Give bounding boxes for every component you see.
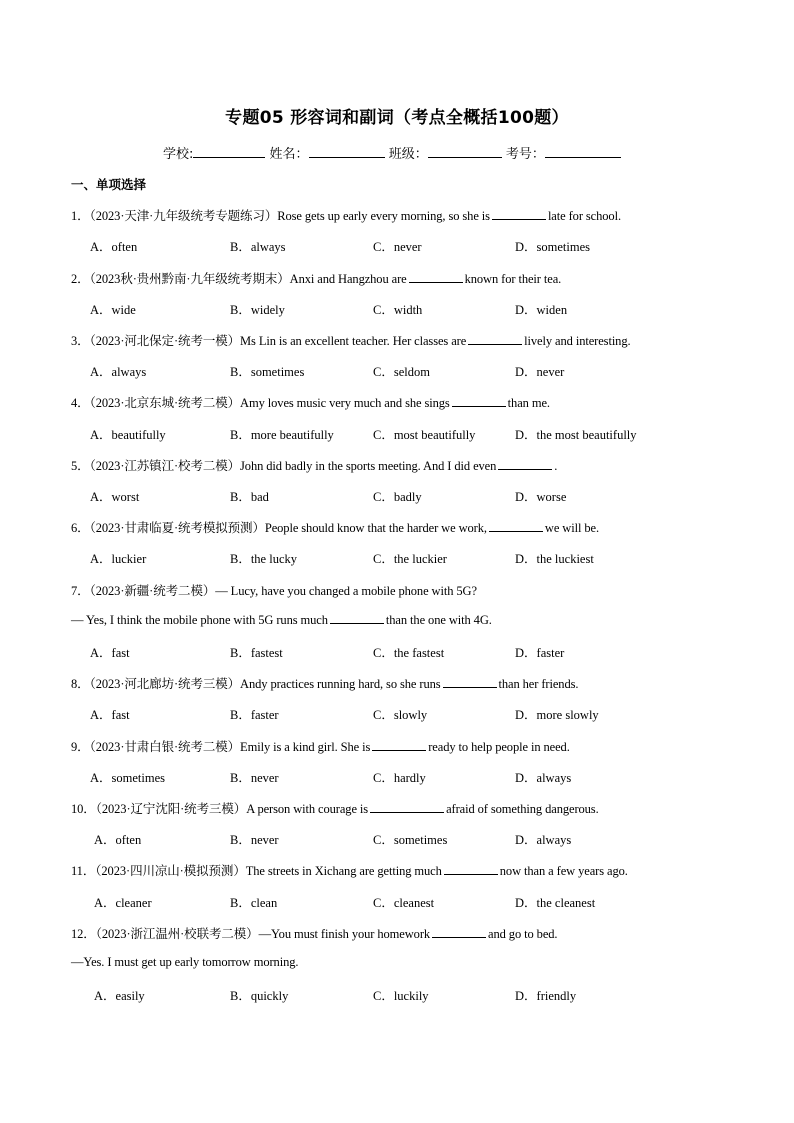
question-2: 2．（2023秋·贵州黔南·九年级统考期末）Anxi and Hangzhou are known for their tea.	[71, 272, 562, 286]
option-c: C．sometimes	[373, 833, 448, 847]
option-b: B．quickly	[230, 989, 289, 1003]
option-b: B．sometimes	[230, 365, 305, 379]
option-a: A．easily	[94, 989, 145, 1003]
option-a: A．always	[90, 365, 147, 379]
answer-blank	[452, 395, 506, 407]
option-c: C．slowly	[373, 708, 428, 722]
option-a: A．often	[90, 240, 138, 254]
option-a: A．worst	[90, 490, 140, 504]
answer-blank	[492, 208, 546, 220]
option-d: D．the cleanest	[515, 896, 596, 910]
option-a: A．fast	[90, 708, 130, 722]
question-3: 3．（2023·河北保定·统考一模）Ms Lin is an excellent teacher. Her classes are lively and interesting.	[71, 334, 631, 348]
option-d: D．more slowly	[515, 708, 599, 722]
option-b: B．clean	[230, 896, 278, 910]
student-info-row	[163, 143, 621, 162]
option-d: D．always	[515, 833, 572, 847]
question-12-line-2: —Yes. I must get up early tomorrow morning.	[71, 955, 299, 969]
option-d: D．the most beautifully	[515, 428, 637, 442]
option-c: C．hardly	[373, 771, 426, 785]
question-1: 1．（2023·天津·九年级统考专题练习）Rose gets up early every morning, so she is late for school.	[71, 209, 621, 223]
option-d: D．sometimes	[515, 240, 590, 254]
answer-blank	[370, 801, 444, 813]
option-d: D．widen	[515, 303, 568, 317]
question-9: 9．（2023·甘肃白银·统考二模）Emily is a kind girl. She is ready to help people in need.	[71, 740, 570, 754]
question-12: 12．（2023·浙江温州·校联考二模）—You must finish your homework and go to bed.	[71, 927, 558, 941]
option-c: C．the luckier	[373, 552, 447, 566]
option-a: A．beautifully	[90, 428, 166, 442]
option-c: C．luckily	[373, 989, 429, 1003]
option-b: B．the lucky	[230, 552, 298, 566]
option-b: B．fastest	[230, 646, 283, 660]
name-blank	[309, 145, 385, 158]
exam-no-blank	[545, 145, 621, 158]
option-b: B．always	[230, 240, 286, 254]
option-a: A．fast	[90, 646, 130, 660]
answer-blank	[330, 612, 384, 624]
option-c: C．cleanest	[373, 896, 435, 910]
option-b: B．never	[230, 771, 279, 785]
answer-blank	[432, 926, 486, 938]
option-b: B．more beautifully	[230, 428, 334, 442]
answer-blank	[468, 333, 522, 345]
question-10: 10．（2023·辽宁沈阳·统考三模）A person with courage is afraid of something dangerous.	[71, 802, 599, 816]
question-4: 4．（2023·北京东城·统考二模）Amy loves music very much and she sings than me.	[71, 396, 550, 410]
school-label: 学校:	[163, 147, 194, 162]
option-d: D．always	[515, 771, 572, 785]
option-a: A．luckier	[90, 552, 147, 566]
option-c: C．seldom	[373, 365, 430, 379]
answer-blank	[444, 863, 498, 875]
name-label: 姓名：	[269, 147, 309, 162]
option-a: A．often	[94, 833, 142, 847]
question-8: 8．（2023·河北廊坊·统考三模）Andy practices running hard, so she runs than her friends.	[71, 677, 579, 691]
answer-blank	[409, 271, 463, 283]
answer-blank	[489, 520, 543, 532]
option-d: D．never	[515, 365, 565, 379]
question-11: 11．（2023·四川凉山·模拟预测）The streets in Xichang are getting much now than a few years ago.	[71, 864, 628, 878]
option-a: A．sometimes	[90, 771, 165, 785]
answer-blank	[498, 458, 552, 470]
option-d: D．faster	[515, 646, 565, 660]
option-a: A．wide	[90, 303, 136, 317]
answer-blank	[443, 676, 497, 688]
option-b: B．never	[230, 833, 279, 847]
class-label: 班级：	[388, 147, 428, 162]
question-6: 6．（2023·甘肃临夏·统考模拟预测）People should know that the harder we work, we will be.	[71, 521, 599, 535]
page-title: 专题05 形容词和副词（考点全概括100题）	[225, 108, 569, 128]
option-c: C．most beautifully	[373, 428, 476, 442]
option-b: B．widely	[230, 303, 285, 317]
option-c: C．width	[373, 303, 423, 317]
option-d: D．the luckiest	[515, 552, 594, 566]
option-c: C．badly	[373, 490, 422, 504]
answer-blank	[372, 739, 426, 751]
option-c: C．the fastest	[373, 646, 445, 660]
option-d: D．worse	[515, 490, 567, 504]
question-7: 7．（2023·新疆·统考二模）— Lucy, have you changed a mobile phone with 5G?	[71, 584, 477, 598]
exam-no-label: 考号：	[505, 147, 545, 162]
class-blank	[428, 145, 502, 158]
option-c: C．never	[373, 240, 422, 254]
school-blank	[193, 145, 265, 158]
option-d: D．friendly	[515, 989, 577, 1003]
question-7-line-2: — Yes, I think the mobile phone with 5G runs much than the one with 4G.	[71, 613, 492, 627]
option-a: A．cleaner	[94, 896, 152, 910]
section-title: 一、单项选择	[71, 177, 147, 192]
option-b: B．bad	[230, 490, 269, 504]
option-b: B．faster	[230, 708, 279, 722]
question-5: 5．（2023·江苏镇江·校考二模）John did badly in the sports meeting. And I did even .	[71, 459, 558, 473]
